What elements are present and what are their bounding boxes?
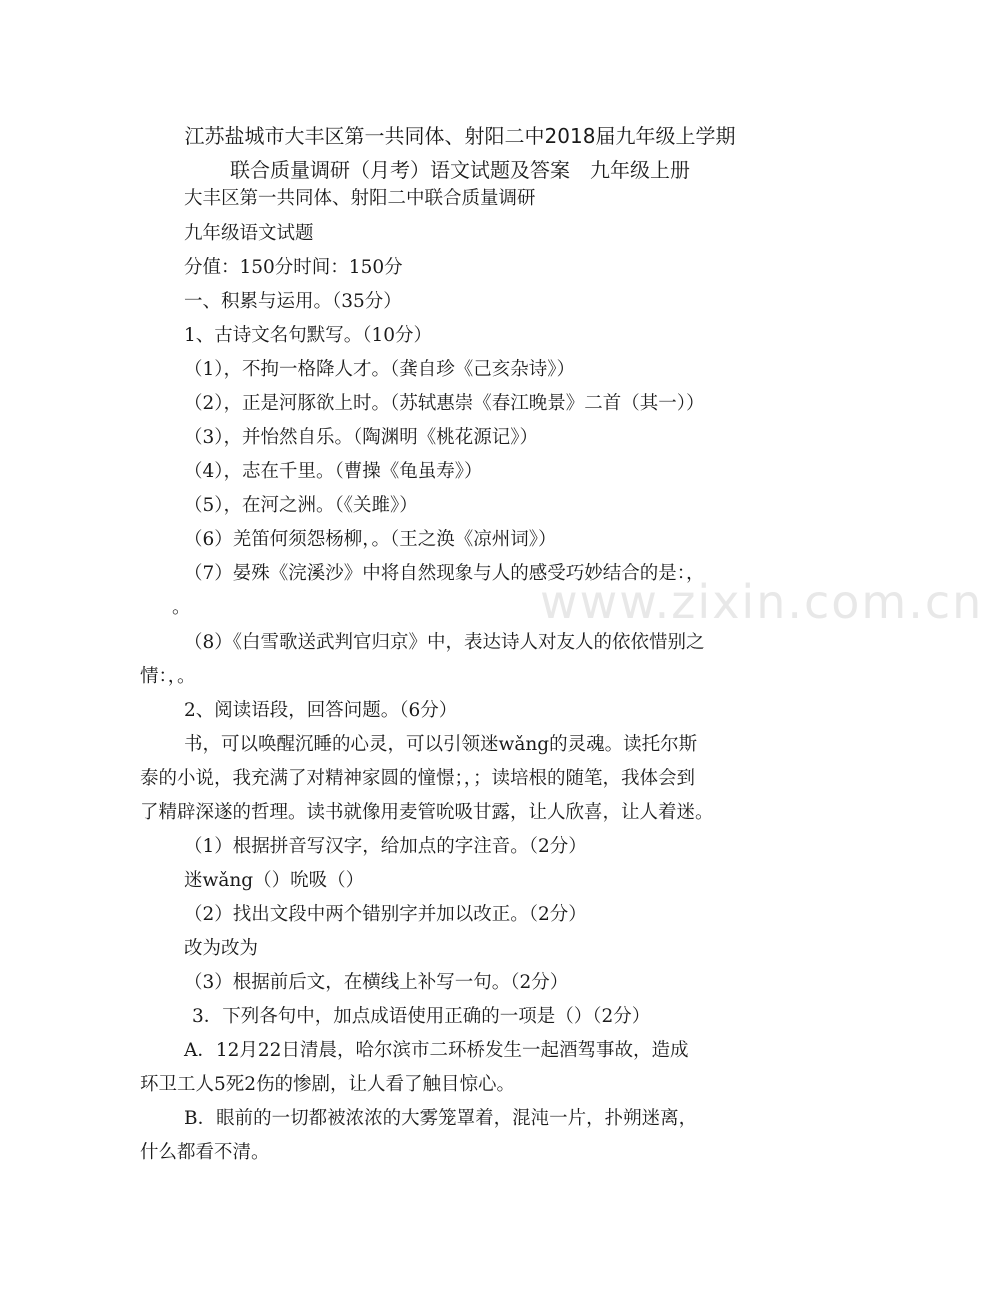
q2-passage-line: 书，可以唤醒沉睡的心灵，可以引领迷wǎng的灵魂。读托尔斯	[184, 734, 698, 755]
q3-option-b: B．眼前的一切都被浓浓的大雾笼罩着，混沌一片，扑朔迷离，	[184, 1108, 698, 1129]
q1-item: （2），正是河豚欲上时。（苏轼惠崇《春江晚景》二首（其一））	[184, 393, 705, 414]
question-3: 3．下列各句中，加点成语使用正确的一项是（）（2分）	[192, 1006, 651, 1027]
document-title-line1: 江苏盐城市大丰区第一共同体、射阳二中2018届九年级上学期	[184, 124, 736, 148]
q1-item: （5），在河之洲。（《关雎》）	[184, 495, 418, 516]
q2-passage-line: 了精辟深遂的哲理。读书就像用麦管吮吸甘露，让人欣喜，让人着迷。	[140, 802, 714, 823]
q1-item: （4），志在千里。（曹操《龟虽寿》）	[184, 461, 483, 482]
header-line2: 九年级语文试题	[184, 223, 314, 244]
watermark: www.zixin.com.cn	[540, 575, 983, 629]
header-line1: 大丰区第一共同体、射阳二中联合质量调研	[184, 188, 536, 209]
q2-passage-line: 泰的小说，我充满了对精神家圆的憧憬；，；读培根的随笔，我体会到	[140, 768, 696, 789]
document-title-line2: 联合质量调研（月考）语文试题及答案 九年级上册	[230, 158, 690, 182]
q1-item: （6）羌笛何须怨杨柳，。（王之涣《凉州词》）	[184, 529, 557, 550]
question-2: 2、阅读语段，回答问题。（6分）	[184, 700, 458, 721]
q3-option-a: 环卫工人5死2伤的惨剧，让人看了触目惊心。	[140, 1074, 516, 1095]
q1-item: （8）《白雪歌送武判官归京》中，表达诗人对友人的依依惜别之	[184, 632, 705, 653]
q1-item: 。	[172, 597, 191, 618]
q1-item: （3），并怡然自乐。（陶渊明《桃花源记》）	[184, 427, 539, 448]
q2-subquestion-2: （2）找出文段中两个错别字并加以改正。（2分）	[184, 904, 587, 925]
section-heading: 一、积累与运用。（35分）	[184, 291, 402, 312]
q2-answer-2: 改为改为	[184, 938, 259, 959]
q2-subquestion-3: （3）根据前后文，在横线上补写一句。（2分）	[184, 972, 569, 993]
q3-option-b: 什么都看不清。	[140, 1142, 270, 1163]
q1-item: 情：，。	[140, 666, 196, 687]
q2-subquestion-1: （1）根据拼音写汉字，给加点的字注音。（2分）	[184, 836, 587, 857]
q1-item: （7）晏殊《浣溪沙》中将自然现象与人的感受巧妙结合的是：，	[184, 563, 705, 584]
q1-item: （1），不拘一格降人才。（龚自珍《己亥杂诗》）	[184, 359, 576, 380]
q2-answer-1: 迷wǎng（）吮吸（）	[184, 870, 365, 891]
score-time: 分值：150分时间：150分	[184, 257, 403, 278]
q3-option-a: A．12月22日清晨，哈尔滨市二环桥发生一起酒驾事故，造成	[184, 1040, 689, 1061]
question-1: 1、古诗文名句默写。（10分）	[184, 325, 433, 346]
